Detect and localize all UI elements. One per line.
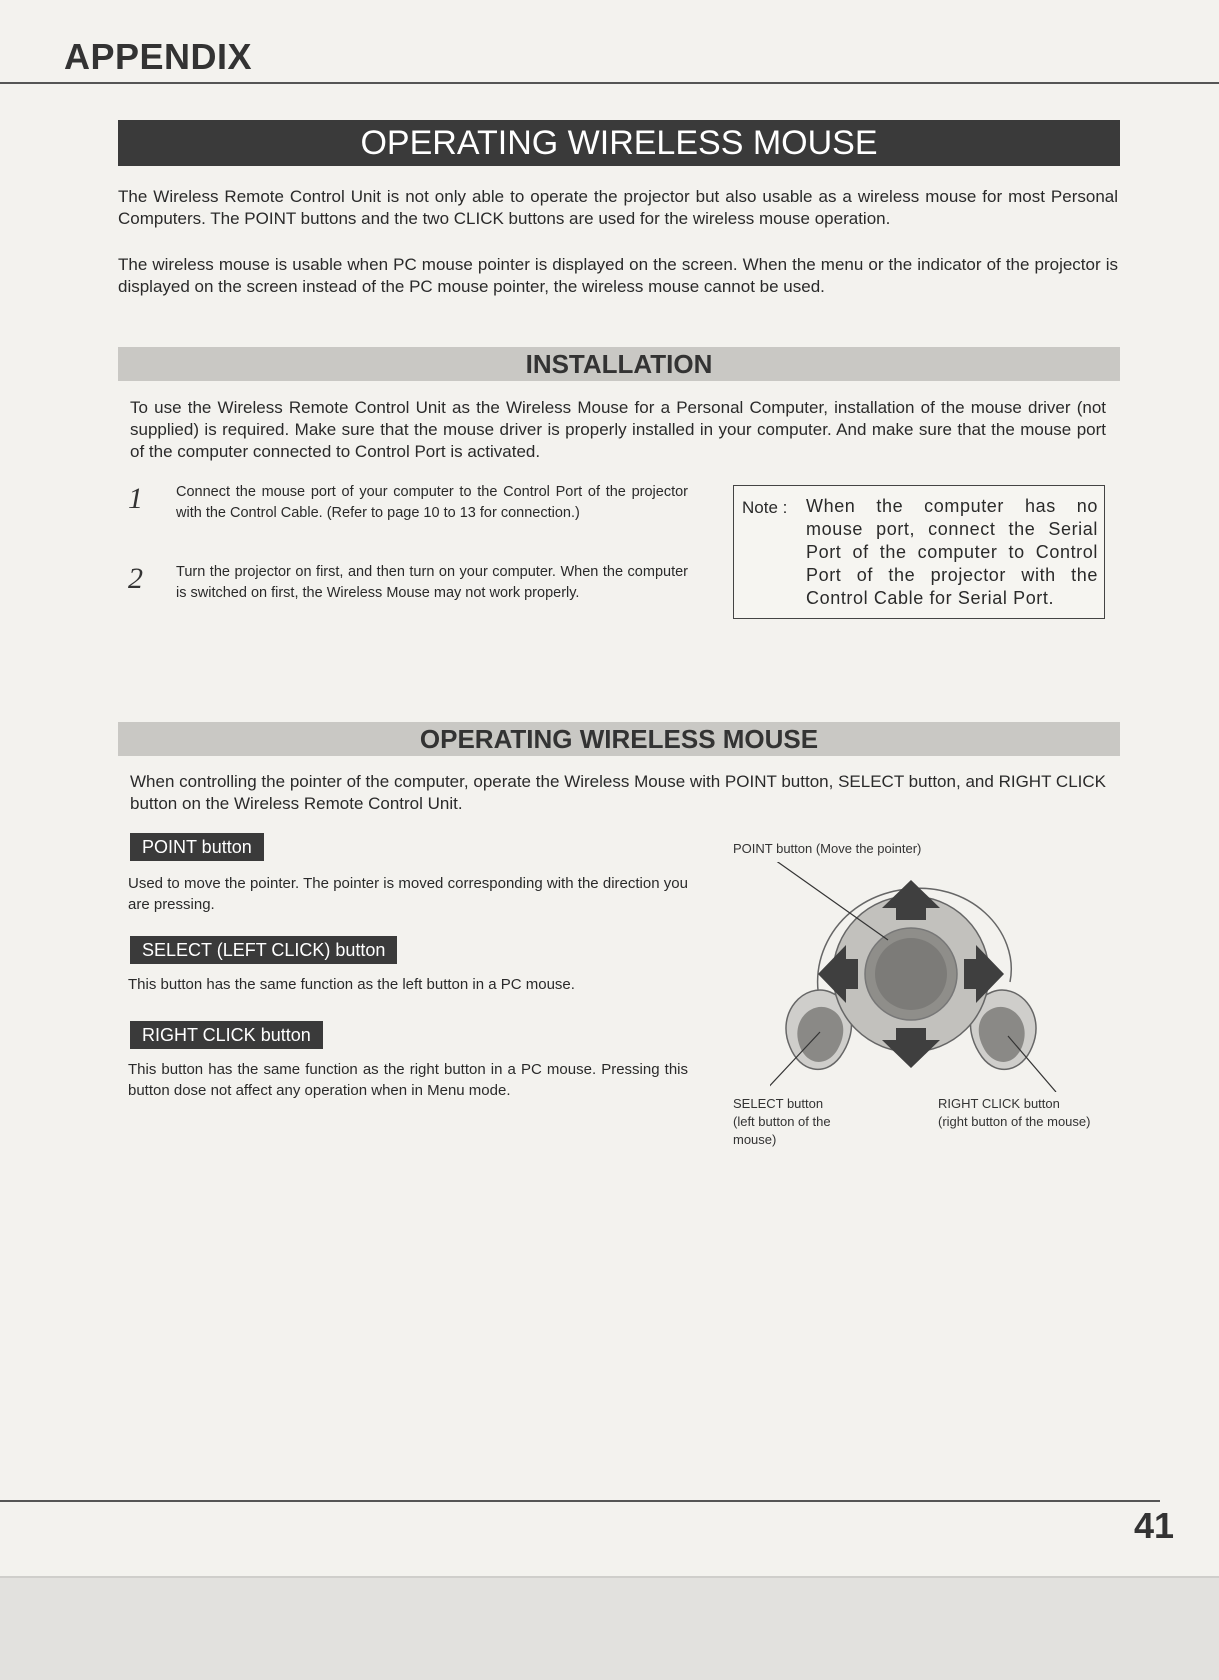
- intro-paragraph-1: The Wireless Remote Control Unit is not only able to operate the projector but also usable as a wireless mouse for most Personal Computers. The POINT buttons and the two CLICK buttons are used for the wireless mouse operation.: [118, 187, 1118, 228]
- select-label-line-1: SELECT button: [733, 1096, 824, 1111]
- select-button-tag: SELECT (LEFT CLICK) button: [130, 936, 397, 964]
- remote-buttons-diagram: [770, 862, 1070, 1092]
- installation-body: To use the Wireless Remote Control Unit as the Wireless Mouse for a Personal Computer, installation of the mouse driver (not supplied) is required. Make sure that the mouse driver is properly installed in your computer. And make sure that the mouse port of the computer connected to Control Port is activated.: [130, 398, 1106, 461]
- point-button-tag: POINT button: [130, 833, 264, 861]
- step-number: 1: [128, 482, 143, 515]
- note-box: [733, 485, 1105, 619]
- operating-body: When controlling the pointer of the computer, operate the Wireless Mouse with POINT button, SELECT button, and RIGHT CLICK button on the Wireless Remote Control Unit.: [130, 772, 1106, 813]
- top-rule: [0, 82, 1219, 84]
- select-button-desc: This button has the same function as the left button in a PC mouse.: [128, 976, 575, 993]
- select-button-callout: [733, 1095, 831, 1149]
- step-number: 2: [128, 562, 143, 595]
- right-click-button-tag: RIGHT CLICK button: [130, 1021, 323, 1049]
- bottom-rule: [0, 1500, 1160, 1502]
- intro-paragraph-2: The wireless mouse is usable when PC mouse pointer is displayed on the screen. When the menu or the indicator of the projector is displayed on the screen instead of the PC mouse pointer, the wireless mouse cannot be used.: [118, 255, 1118, 296]
- operating-heading: OPERATING WIRELESS MOUSE: [118, 722, 1120, 756]
- appendix-title: APPENDIX: [64, 36, 253, 77]
- select-label-line-3: mouse): [733, 1132, 777, 1147]
- point-button-callout: POINT button (Move the pointer): [733, 841, 922, 856]
- main-section-banner: OPERATING WIRELESS MOUSE: [118, 120, 1120, 166]
- note-label: Note :: [742, 498, 788, 517]
- installation-heading: INSTALLATION: [118, 347, 1120, 381]
- installation-step-2: [128, 562, 688, 632]
- point-button-desc: Used to move the pointer. The pointer is moved corresponding with the direction you are pressing.: [128, 875, 688, 913]
- step-text: Turn the projector on first, and then turn on your computer. When the computer is switched on first, the Wireless Mouse may not work properly.: [176, 564, 688, 601]
- right-label-line-1: RIGHT CLICK button: [938, 1096, 1060, 1111]
- page-edge: [0, 1578, 1219, 1680]
- remote-control-pad: [770, 862, 1056, 1092]
- note-text: When the computer has no mouse port, connect the Serial Port of the computer to Control Port of the projector with the Control Cable for Serial Port.: [806, 496, 1098, 608]
- right-click-button-desc: This button has the same function as the right button in a PC mouse. Pressing this button dose not affect any operation when in Menu mode.: [128, 1061, 688, 1099]
- step-text: Connect the mouse port of your computer to the Control Port of the projector with the Control Cable. (Refer to page 10 to 13 for connection.): [176, 484, 688, 521]
- page-number: 41: [1134, 1505, 1175, 1546]
- installation-step-1: [128, 482, 688, 552]
- right-label-line-2: (right button of the mouse): [938, 1114, 1091, 1129]
- right-click-button-callout: [938, 1095, 1090, 1131]
- select-label-line-2: (left button of the: [733, 1114, 831, 1129]
